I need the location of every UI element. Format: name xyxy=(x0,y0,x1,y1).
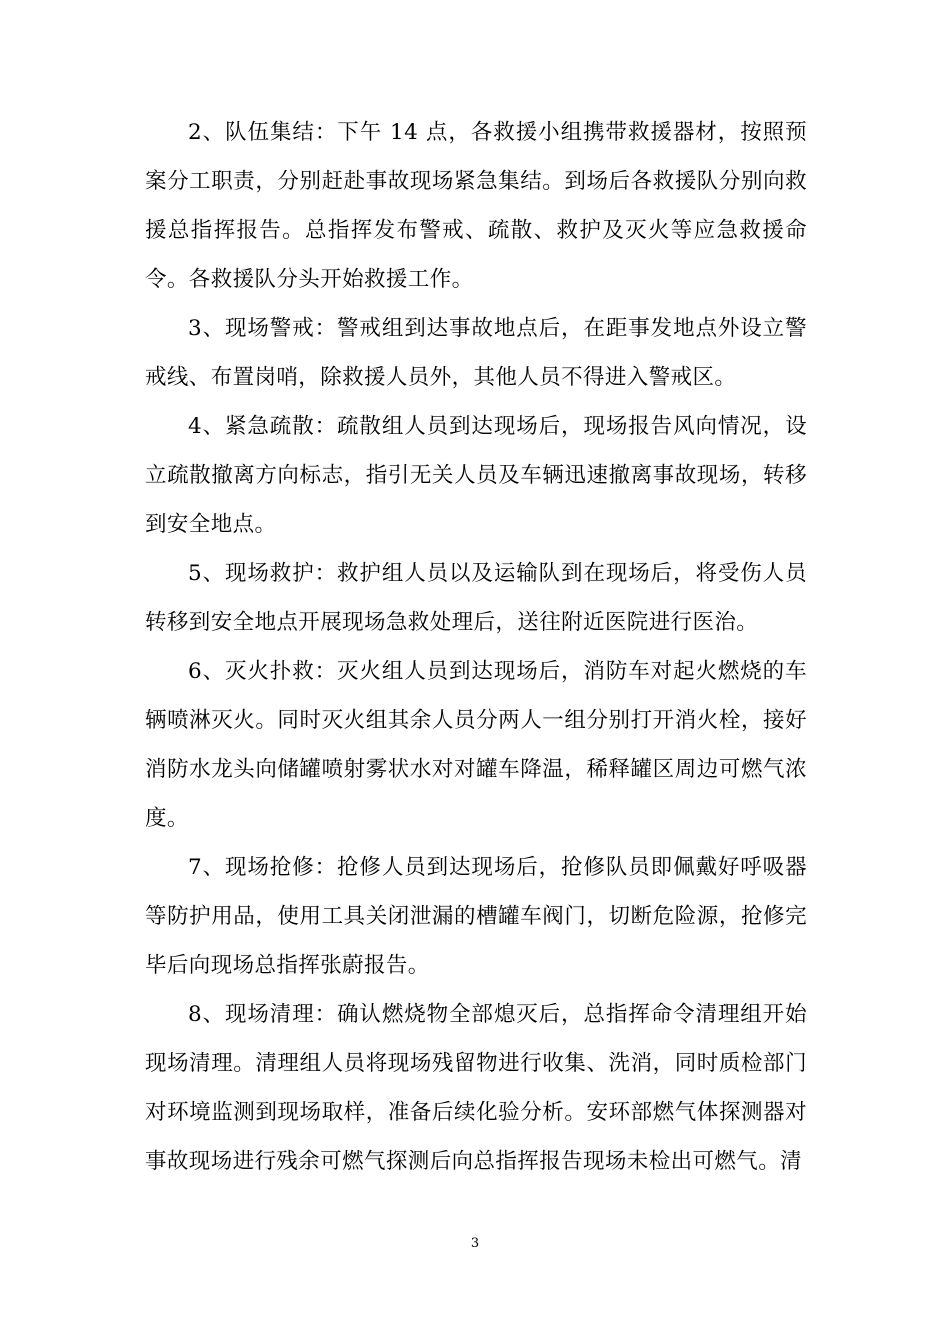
page-number: 3 xyxy=(470,1236,480,1251)
paragraph-site-cordon: 3、现场警戒：警戒组到达事故地点后，在距事发地点外设立警戒线、布置岗哨，除救援人员外，其他人员不得进入警戒区。 xyxy=(145,316,807,390)
paragraph-firefighting: 6、灭火扑救：灭火组人员到达现场后，消防车对起火燃烧的车辆喷淋灭火。同时灭火组其余人员分两人一组分别打开消火栓，接好消防水龙头向储罐喷射雾状水对对罐车降温，稀释罐区周边可燃气浓度。 xyxy=(145,659,807,831)
paragraph-site-cleanup: 8、现场清理：确认燃烧物全部熄灭后，总指挥命令清理组开始现场清理。清理组人员将现场残留物进行收集、洗消，同时质检部门对环境监测到现场取样，准备后续化验分析。安环部燃气体探测器对事故现场进行残余可燃气探测后向总指挥报告现场未检出可燃气。清 xyxy=(145,1002,807,1174)
paragraph-site-rescue: 5、现场救护：救护组人员以及运输队到在现场后，将受伤人员转移到安全地点开展现场急救处理后，送往附近医院进行医治。 xyxy=(145,561,807,635)
body-text xyxy=(145,108,807,1186)
paragraph-emergency-evacuation: 4、紧急疏散：疏散组人员到达现场后，现场报告风向情况，设立疏散撤离方向标志，指引无关人员及车辆迅速撤离事故现场，转移到安全地点。 xyxy=(145,414,807,537)
paragraph-emergency-repair: 7、现场抢修：抢修人员到达现场后，抢修队员即佩戴好呼吸器等防护用品，使用工具关闭泄漏的槽罐车阀门，切断危险源，抢修完毕后向现场总指挥张蔚报告。 xyxy=(145,855,807,978)
paragraph-team-assembly: 2、队伍集结：下午 14 点，各救援小组携带救援器材，按照预案分工职责，分别赶赴事故现场紧急集结。到场后各救援队分别向救援总指挥报告。总指挥发布警戒、疏散、救护及灭火等应急救援命令。各救援队分头开始救援工作。 xyxy=(145,120,807,292)
